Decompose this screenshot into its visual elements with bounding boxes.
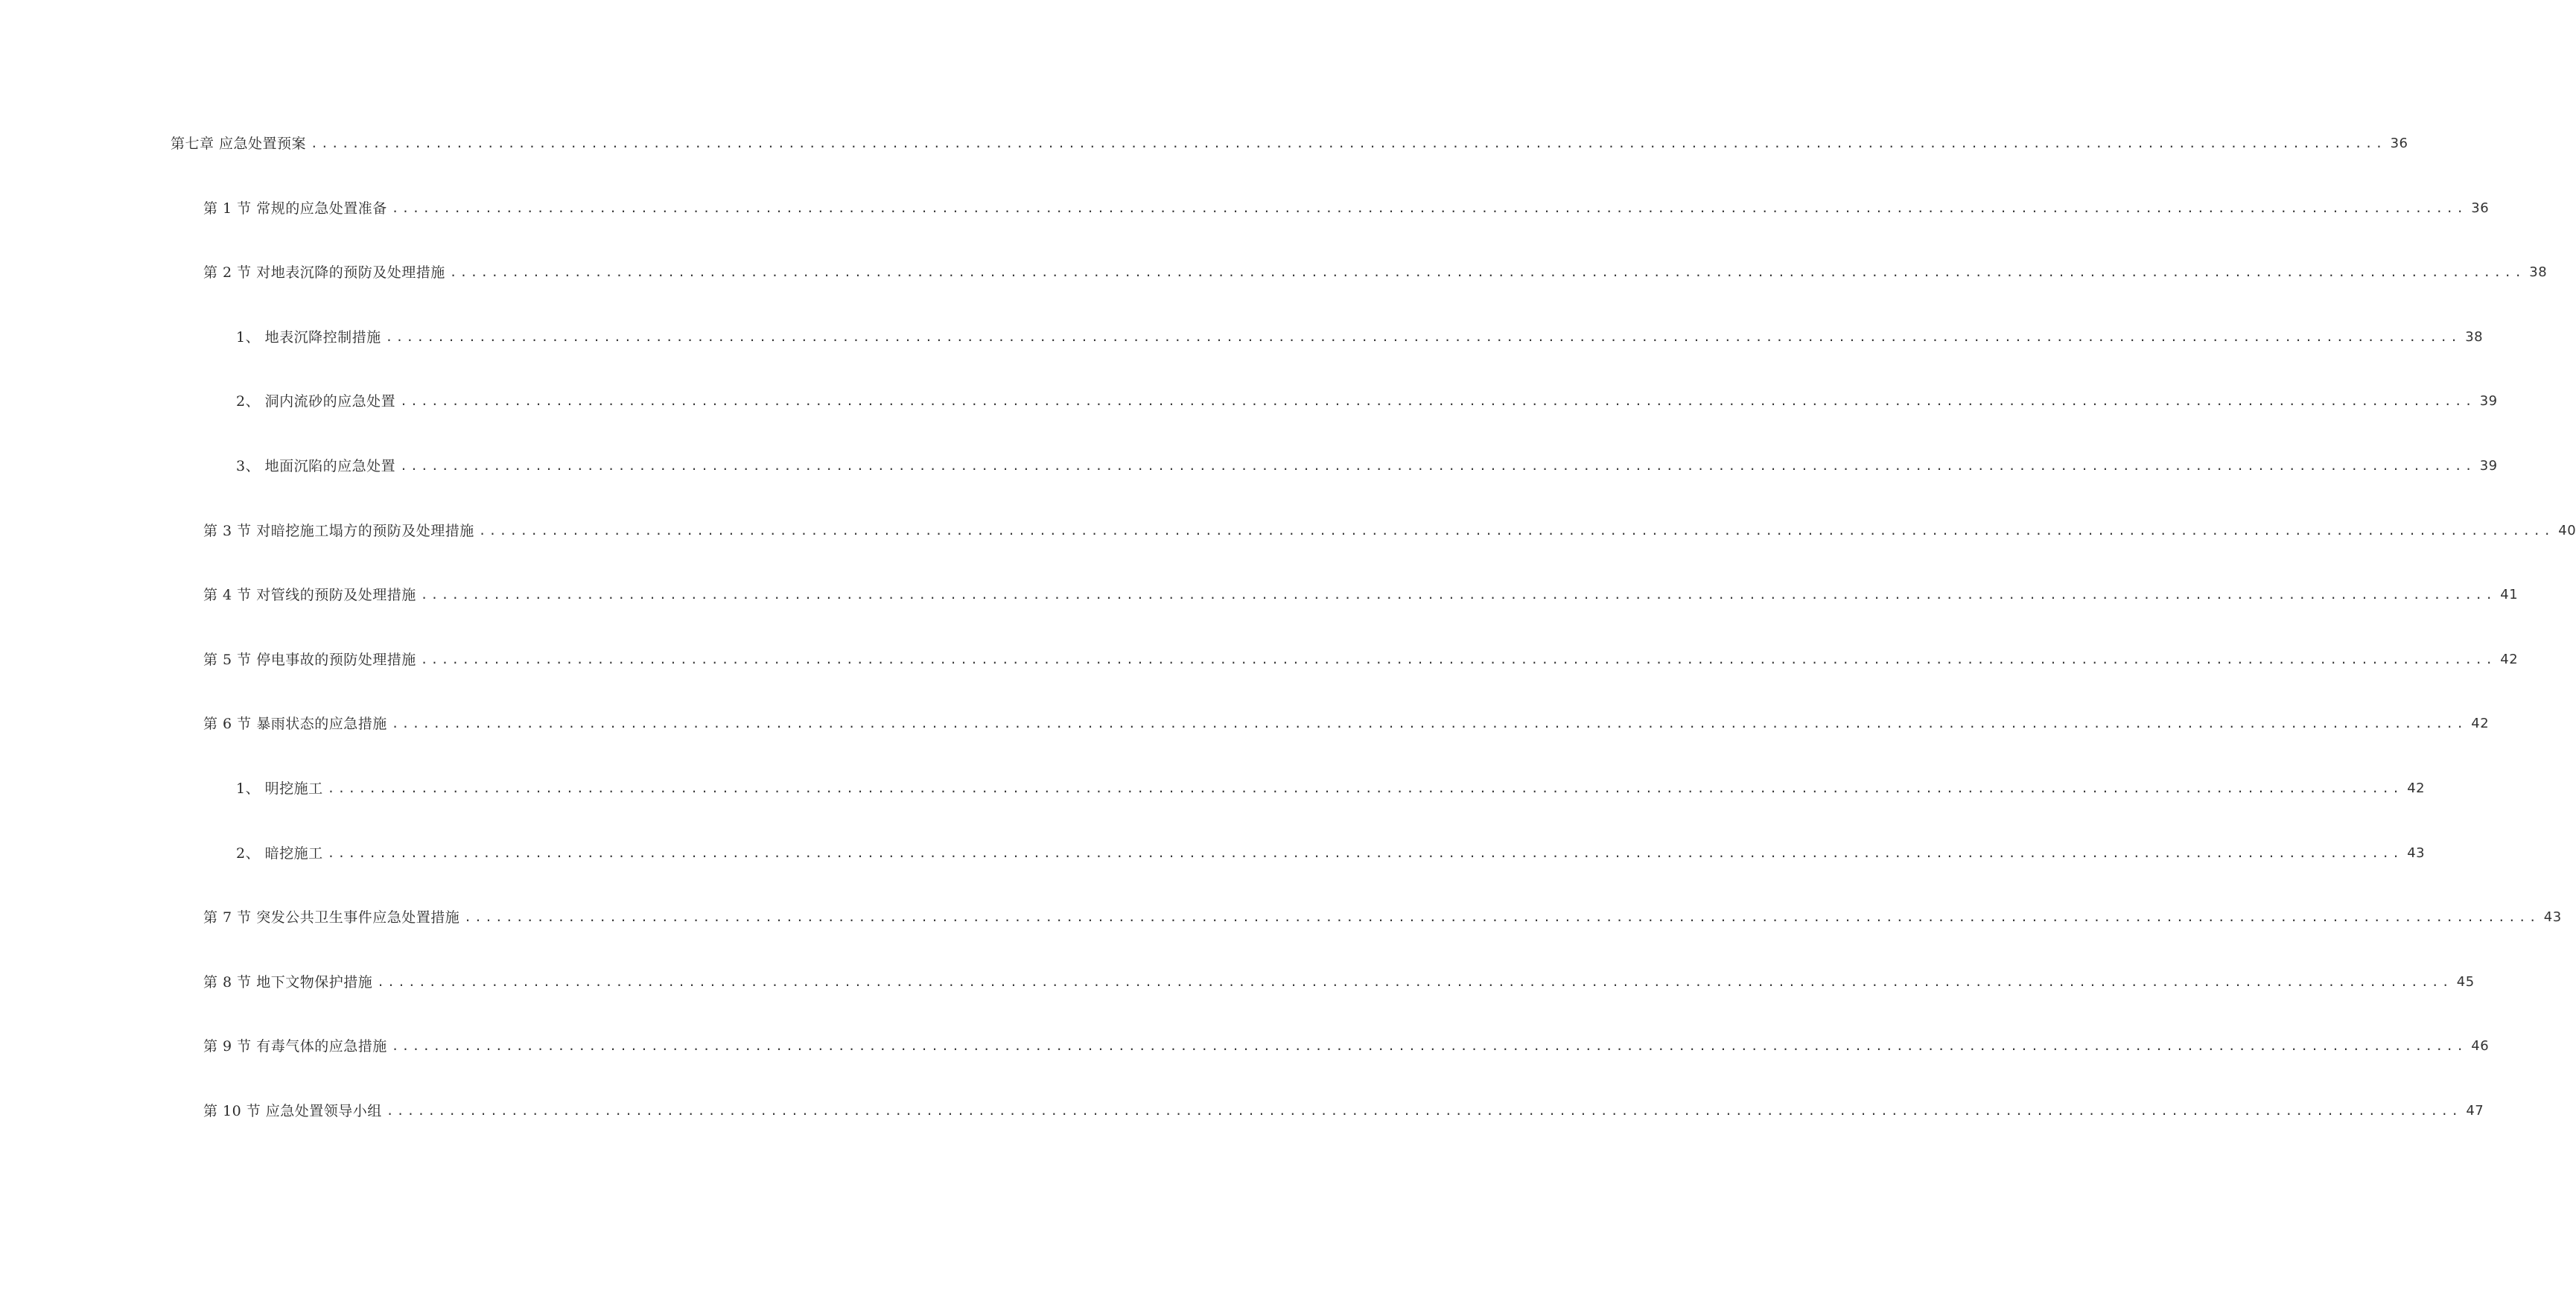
toc-entry-title: 3、 地面沉陷的应急处置 xyxy=(236,458,396,474)
toc-entry-title: 第 6 节 暴雨状态的应急措施 xyxy=(203,716,387,733)
toc-page-number: 36 xyxy=(2390,136,2408,151)
toc-dot-leader: ........................................................................................................................................................................................................ xyxy=(391,1039,2467,1054)
toc-entry[interactable] xyxy=(203,510,2576,540)
toc-dot-leader: ........................................................................................................................................................................................................ xyxy=(311,136,2386,150)
toc-dot-leader: ........................................................................................................................................................................................................ xyxy=(478,523,2554,538)
toc-entry[interactable] xyxy=(203,639,2519,669)
toc-page-number: 40 xyxy=(2558,522,2576,538)
toc-page-number: 45 xyxy=(2456,973,2475,990)
toc-dot-leader: ........................................................................................................................................................................................................ xyxy=(449,265,2525,280)
toc-entry[interactable] xyxy=(236,317,2484,346)
toc-dot-leader: ........................................................................................................................................................................................................ xyxy=(327,845,2403,860)
toc-entry-title: 2、 暗挖施工 xyxy=(236,845,323,862)
toc-entry[interactable] xyxy=(203,252,2548,282)
toc-page-number: 38 xyxy=(2529,264,2548,281)
toc-entry[interactable] xyxy=(203,961,2475,991)
toc-entry-title: 1、 地表沉降控制措施 xyxy=(236,328,381,346)
toc-entry[interactable] xyxy=(236,445,2498,475)
toc-entry-title: 第 8 节 地下文物保护措施 xyxy=(203,973,373,990)
toc-page-number: 46 xyxy=(2471,1038,2490,1055)
toc-page-number: 39 xyxy=(2479,458,2498,474)
toc-entry[interactable] xyxy=(203,1025,2490,1055)
toc-page-number: 41 xyxy=(2500,587,2519,603)
toc-page-number: 47 xyxy=(2466,1103,2484,1119)
toc-entry-title: 第 2 节 对地表沉降的预防及处理措施 xyxy=(203,264,445,282)
toc-dot-leader: ........................................................................................................................................................................................................ xyxy=(386,1104,2462,1118)
toc-entry[interactable] xyxy=(203,897,2562,926)
toc-entry[interactable] xyxy=(203,703,2490,733)
toc-page-number: 38 xyxy=(2465,328,2484,345)
toc-dot-leader: ........................................................................................................................................................................................................ xyxy=(391,200,2467,215)
toc-page-number: 43 xyxy=(2407,845,2426,861)
toc-entry[interactable] xyxy=(203,1090,2484,1120)
toc-entry-title: 第 10 节 应急处置领导小组 xyxy=(203,1103,382,1119)
toc-page-number: 43 xyxy=(2543,909,2562,926)
toc-entry-title: 第 4 节 对管线的预防及处理措施 xyxy=(203,587,416,604)
toc-dot-leader: ........................................................................................................................................................................................................ xyxy=(400,394,2475,409)
toc-entry-title: 第 7 节 突发公共卫生事件应急处置措施 xyxy=(203,909,460,926)
toc-dot-leader: ........................................................................................................................................................................................................ xyxy=(400,459,2475,473)
toc-entry[interactable] xyxy=(236,768,2426,798)
toc-page-number: 42 xyxy=(2471,716,2490,732)
toc-entry[interactable] xyxy=(203,574,2519,604)
toc-page-number: 36 xyxy=(2471,200,2490,216)
toc-entry[interactable] xyxy=(171,123,2408,153)
toc-entry-title: 第 5 节 停电事故的预防处理措施 xyxy=(203,651,416,668)
toc-entry-title: 1、 明挖施工 xyxy=(236,780,323,797)
toc-dot-leader: ........................................................................................................................................................................................................ xyxy=(385,329,2461,344)
toc-dot-leader: ........................................................................................................................................................................................................ xyxy=(391,716,2467,731)
toc-dot-leader: ........................................................................................................................................................................................................ xyxy=(327,781,2403,795)
toc-dot-leader: ........................................................................................................................................................................................................ xyxy=(420,652,2496,667)
toc-entry-title: 第 1 节 常规的应急处置准备 xyxy=(203,200,387,217)
toc-entry-title: 2、 洞内流砂的应急处置 xyxy=(236,393,396,410)
toc-page-number: 39 xyxy=(2479,393,2498,410)
toc-dot-leader: ........................................................................................................................................................................................................ xyxy=(377,974,2452,989)
toc-entry-title: 第 9 节 有毒气体的应急措施 xyxy=(203,1038,387,1055)
toc-entry-title: 第七章 应急处置预案 xyxy=(171,136,307,152)
toc-page-number: 42 xyxy=(2500,651,2519,667)
toc-entry-title: 第 3 节 对暗挖施工塌方的预防及处理措施 xyxy=(203,522,474,539)
toc-entry[interactable] xyxy=(203,188,2490,217)
toc-dot-leader: ........................................................................................................................................................................................................ xyxy=(464,910,2540,925)
toc-entry[interactable] xyxy=(236,381,2498,410)
toc-entry[interactable] xyxy=(236,833,2426,862)
toc-page-number: 42 xyxy=(2407,780,2426,796)
toc-dot-leader: ........................................................................................................................................................................................................ xyxy=(420,588,2496,602)
